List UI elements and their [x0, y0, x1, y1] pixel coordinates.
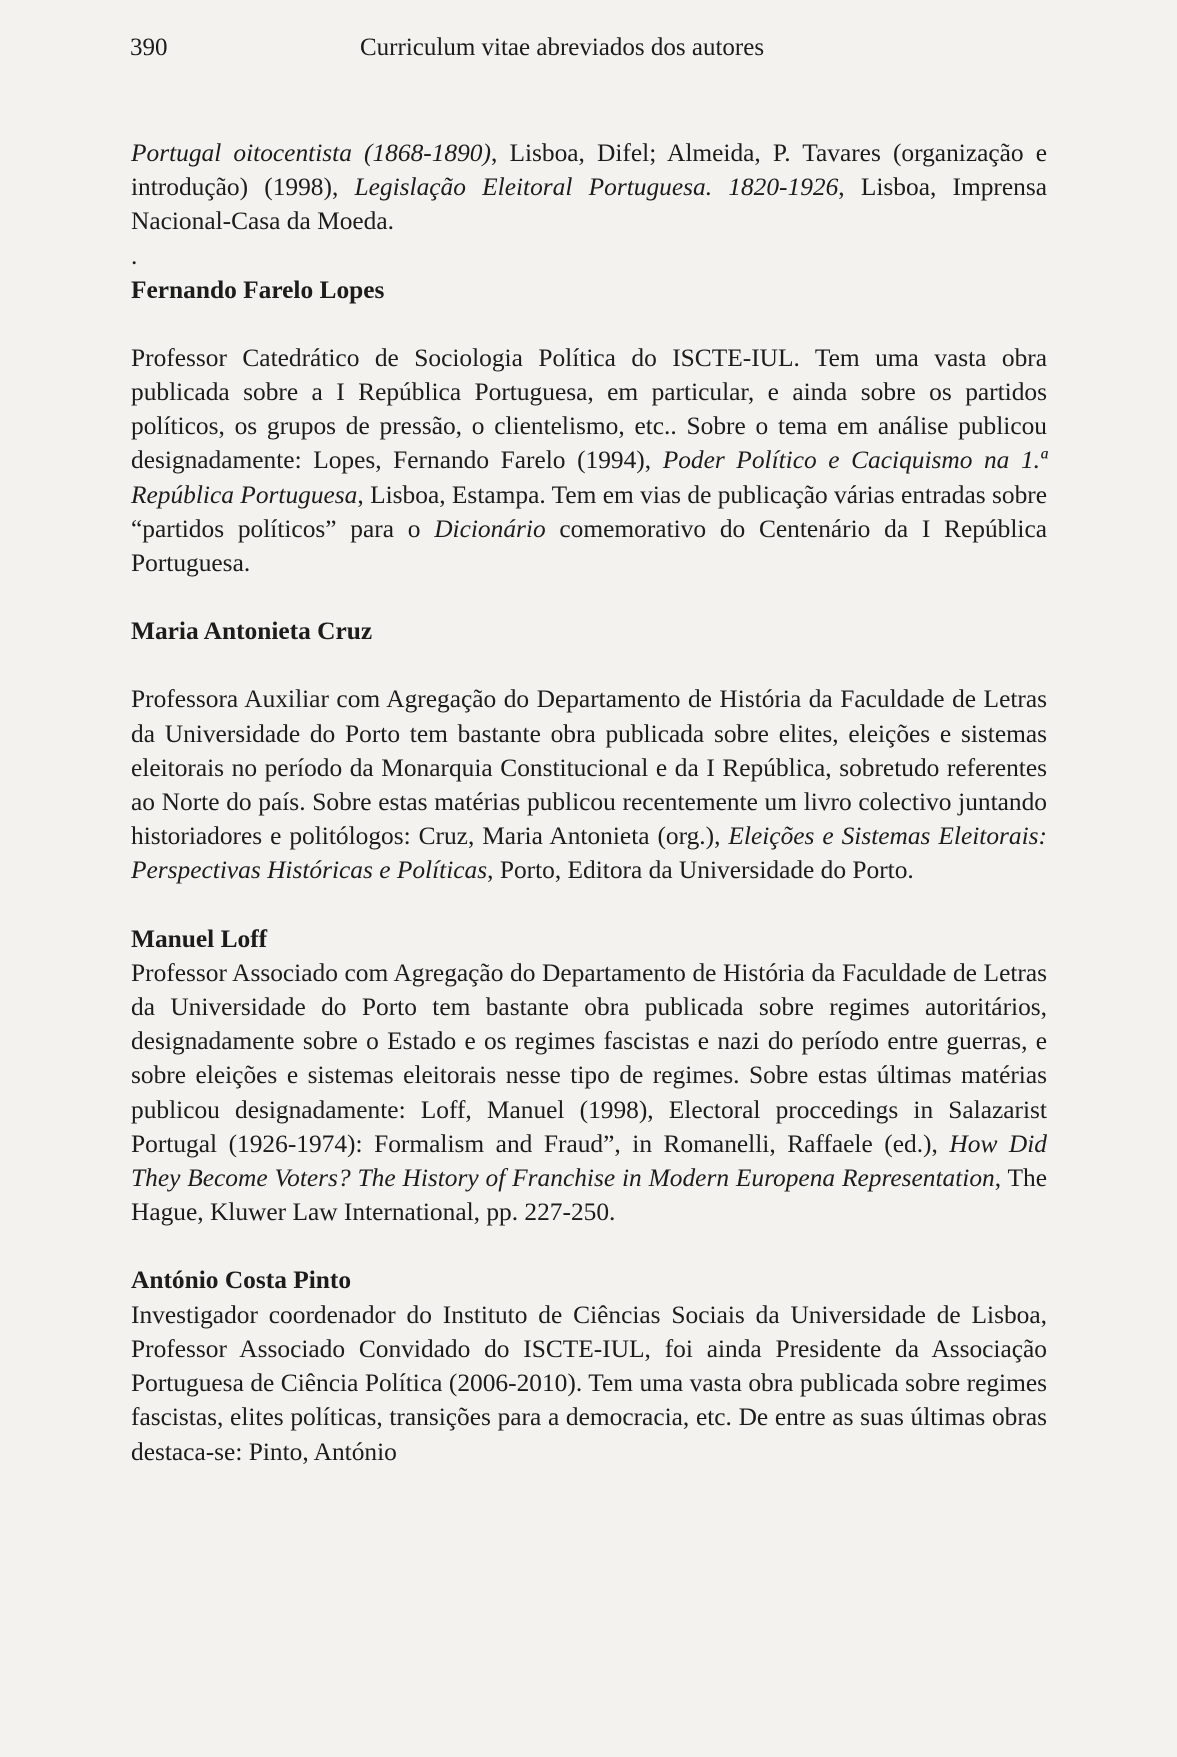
cruz-title: Eleições e Sistemas Eleitorais: Perspectivas Históricas e Políticas — [131, 822, 1047, 885]
intro-text-2: , Lisboa, Imprensa Nacional-Casa da Moeda. — [131, 173, 1047, 236]
lopes-text-2: , Lisboa, Estampa. Tem em vias de publicação várias entradas sobre “partidos políticos” para o — [131, 480, 1048, 543]
author-bio-pinto: Investigador coordenador do Instituto de Ciências Sociais da Universidade de Lisboa, Professor Associado Convidado do ISCTE-IUL, foi ainda Presidente da Associação Portuguesa de Ciência Política (2006-2010). Tem uma vasta obra publicada sobre regimes fascistas, elites políticas, transições para a democracia, etc. De entre as suas últimas obras destaca-se: Pinto, António — [131, 1300, 1047, 1466]
spacer — [131, 1229, 1047, 1263]
intro-title-1: Portugal oitocentista (1868-1890) — [131, 139, 491, 167]
lopes-text-3: comemorativo do Centenário da I República Portuguesa. — [131, 514, 1047, 578]
loff-text-2: , The Hague, Kluwer Law International, pp. 227-250. — [131, 1164, 1047, 1227]
intro-title-2: Legislação Eleitoral Portuguesa. 1820-1926 — [354, 173, 839, 202]
running-header — [130, 34, 1045, 70]
author-bio-loff — [131, 956, 1047, 1230]
author-bio-lopes — [131, 341, 1047, 580]
author-name-pinto: António Costa Pinto — [131, 1266, 352, 1295]
loff-text-1: Professor Associado com Agregação do Departamento de História da Faculdade de Letras da Universidade do Porto tem bastante obra publicada sobre regimes autoritários, designadamente sobre o Estado e os regimes fascistas e nazi do período entre guerras, e sobre eleições e sistemas eleitorais nesse tipo de regimes. Sobre estas últimas matérias publicou designadamente: Loff, Manuel (1998), Electoral proccedings in Salazarist Portugal (1926-1974): Formalism and Fraud”, in Romanelli, Raffaele (ed.), — [131, 958, 1047, 1158]
intro-text-1: , Lisboa, Difel; Almeida, P. Tavares (organização e introdução) (1998), — [131, 139, 1047, 202]
author-name-cruz: Maria Antonieta Cruz — [131, 617, 373, 646]
stray-dot: . — [131, 241, 138, 270]
spacer — [131, 580, 1047, 614]
cruz-text-1: Professora Auxiliar com Agregação do Departamento de História da Faculdade de Letras da Universidade do Porto tem bastante obra publicada sobre elites, eleições e sistemas eleitorais no período da Monarquia Constitucional e da I República, sobretudo referentes ao Norte do país. Sobre estas matérias publicou recentemente um livro colectivo juntando historiadores e politólogos: Cruz, Maria Antonieta (org.), — [131, 685, 1047, 851]
loff-title: How Did They Become Voters? The History of Franchise in Modern Europena Representation — [131, 1129, 1047, 1193]
lopes-title-2: Dicionário — [434, 514, 546, 543]
author-bio-cruz — [131, 682, 1047, 887]
author-name-lopes: Fernando Farelo Lopes — [131, 275, 385, 304]
spacer — [131, 648, 1047, 682]
spacer — [131, 888, 1047, 922]
spacer — [131, 307, 1047, 341]
page-number: 390 — [130, 34, 168, 61]
running-title: Curriculum vitae abreviados dos autores — [360, 34, 765, 61]
intro-paragraph — [131, 136, 1047, 239]
lopes-text-1: Professor Catedrático de Sociologia Política do ISCTE-IUL. Tem uma vasta obra publicada sobre a I República Portuguesa, em particular, e ainda sobre os partidos políticos, os grupos de pressão, o clientelismo, etc.. Sobre o tema em análise publicou designadamente: Lopes, Fernando Farelo (1994), — [131, 343, 1047, 475]
author-name-loff: Manuel Loff — [131, 924, 268, 953]
lopes-title-1: Poder Político e Caciquismo na 1.ª República Portuguesa — [131, 446, 1048, 509]
cruz-text-2: , Porto, Editora da Universidade do Porto. — [487, 856, 914, 885]
body-text — [131, 136, 1047, 1469]
